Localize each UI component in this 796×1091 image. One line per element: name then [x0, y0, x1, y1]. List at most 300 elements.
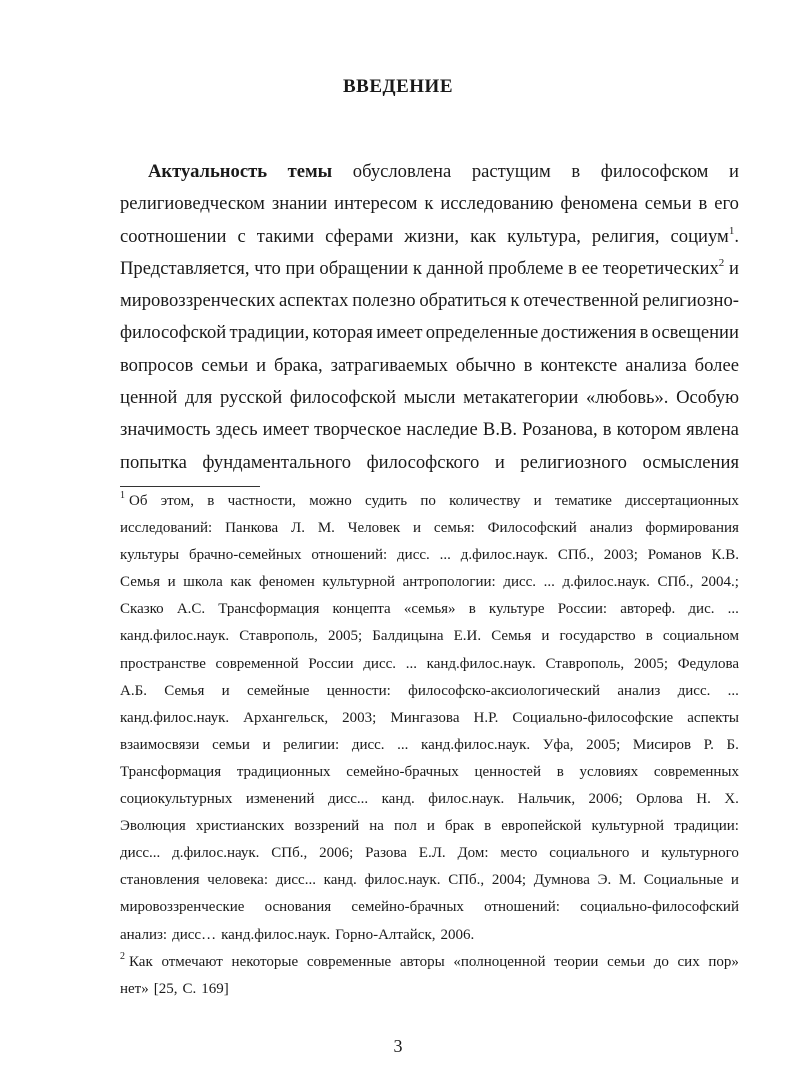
word: достижения	[541, 322, 637, 344]
page-number: 3	[393, 1036, 403, 1056]
word: традиции,	[229, 322, 310, 344]
word: для	[185, 387, 213, 409]
word: мысли	[403, 387, 456, 409]
word: этом,	[160, 493, 194, 509]
body-line	[120, 386, 739, 418]
word: с	[237, 225, 246, 247]
word: пол	[393, 818, 417, 835]
word: которая	[312, 322, 373, 344]
word: проблеме	[488, 257, 564, 279]
word: ценности:	[326, 682, 391, 699]
body-line	[120, 418, 739, 450]
word: и	[730, 872, 739, 889]
footnote-ref[interactable]: 2	[718, 256, 725, 269]
word: тематике	[554, 493, 612, 509]
word: СПб.,	[557, 547, 594, 564]
word: контексте	[540, 354, 618, 376]
word: в	[698, 193, 708, 215]
word: осмысления	[642, 451, 739, 473]
body-line	[120, 225, 739, 257]
word: изменений	[245, 791, 315, 808]
word: его	[714, 193, 739, 215]
word: канд.филос.наук.	[221, 926, 331, 943]
word: А.С.	[176, 601, 206, 618]
word: 2006;	[319, 845, 354, 862]
word: культура,	[507, 225, 581, 247]
word: можно	[309, 493, 352, 509]
word: Е.Л.	[418, 845, 446, 862]
footnote-line	[120, 788, 739, 815]
word: семейно-брачных	[351, 899, 464, 916]
word: ...	[439, 547, 451, 564]
word: до	[653, 953, 669, 970]
word: «любовь».	[585, 387, 669, 409]
word: Ставрополь,	[545, 655, 625, 672]
bold-lead-word: темы	[287, 161, 333, 182]
word: фундаментального	[202, 451, 352, 473]
word: семейные	[247, 682, 310, 699]
word: анализ:	[120, 926, 168, 943]
word: отечественной	[523, 290, 639, 312]
word: социальном	[662, 628, 739, 645]
word: Думнова	[533, 872, 590, 889]
word: 2005;	[586, 736, 621, 753]
word: сферами	[325, 225, 394, 247]
word: частности,	[227, 493, 296, 509]
word: социального	[549, 845, 630, 862]
body-line	[120, 289, 739, 321]
word: автореф.	[620, 601, 676, 618]
word: явлена	[686, 419, 739, 441]
word: в	[207, 493, 215, 509]
word: ...	[405, 655, 417, 672]
body-line	[120, 160, 739, 192]
word: Уфа,	[542, 736, 574, 753]
word: исследований:	[120, 520, 213, 537]
bold-lead-word: Актуальность	[148, 161, 268, 182]
word: Мисиров	[632, 736, 692, 753]
word: брак	[444, 818, 475, 835]
word: количеству	[449, 493, 521, 509]
word: творческое	[314, 419, 402, 441]
word: семьи	[212, 736, 250, 753]
word: антропологии:	[402, 574, 496, 591]
word: и	[412, 520, 422, 537]
word: судить	[364, 493, 408, 509]
word: Семья	[164, 682, 205, 699]
word: условиях	[579, 763, 639, 780]
footnote-separator	[120, 486, 260, 487]
word: философско-аксиологический	[408, 682, 601, 699]
word: отношений:	[311, 547, 388, 564]
word: к	[424, 193, 434, 215]
word: современных	[653, 763, 739, 780]
word: и	[494, 451, 505, 473]
word: пор»	[708, 953, 739, 970]
word: канд.филос.наук.	[426, 655, 536, 672]
word: в	[468, 601, 476, 618]
footnote-line	[120, 924, 739, 951]
word: христианских	[195, 818, 285, 835]
word: М.	[618, 872, 637, 889]
word: Ставрополь,	[239, 628, 318, 645]
word: и	[256, 354, 267, 376]
word: Р.	[703, 736, 714, 753]
word: Человек	[347, 520, 401, 537]
word: в	[602, 419, 612, 441]
footnote-marker: 2	[120, 950, 125, 962]
word: Е.И.	[453, 628, 482, 645]
word: 2005;	[633, 655, 668, 672]
word: В.В.	[482, 419, 518, 441]
word: ...	[727, 682, 739, 699]
word: социум$^1$.	[670, 224, 739, 247]
word: д.филос.наук.	[562, 574, 650, 591]
word: Дом:	[457, 845, 489, 862]
word: культурной	[322, 574, 396, 591]
word: в	[645, 628, 653, 645]
word: обусловлена	[352, 161, 452, 182]
word: культурной	[591, 818, 665, 835]
word: 2006.	[440, 926, 475, 943]
word: 2003;	[342, 709, 377, 726]
word: культурного	[661, 845, 739, 862]
word: брачно-семейных	[188, 547, 302, 564]
word: Орлова	[636, 791, 683, 808]
word: попытка	[120, 451, 187, 473]
word: определенные	[425, 322, 539, 344]
word: СПб.,	[657, 574, 694, 591]
word: формирования	[645, 520, 739, 537]
word: Федулова	[677, 655, 739, 672]
word: как	[470, 225, 497, 247]
footnote-line	[120, 598, 739, 625]
word: семейно-брачных	[346, 763, 459, 780]
word: 2005;	[327, 628, 363, 645]
word: и	[221, 682, 230, 699]
word: Романов	[647, 547, 702, 564]
word: СПб.,	[271, 845, 308, 862]
word: Н.	[696, 791, 711, 808]
word: Архангельск,	[243, 709, 329, 726]
word: традиции:	[674, 818, 739, 835]
word: семья:	[433, 520, 475, 537]
word: государство	[559, 628, 636, 645]
word: $^1$ Об	[120, 490, 148, 509]
word: жизни,	[404, 225, 459, 247]
word: по	[420, 493, 436, 509]
word: в	[568, 257, 577, 279]
footnote-line	[120, 734, 739, 761]
word: филос.наук.	[364, 872, 441, 889]
word: философском	[600, 161, 709, 182]
word: К.В.	[711, 547, 739, 564]
word: на	[369, 818, 384, 835]
word: Разова	[365, 845, 407, 862]
footnote-line	[120, 869, 739, 896]
word: ...	[727, 601, 739, 618]
word: дисс.	[397, 547, 430, 564]
word: Социальные	[643, 872, 724, 889]
word: современной	[215, 655, 299, 672]
word: имеет	[262, 419, 310, 441]
word: воззрений	[294, 818, 360, 835]
footnote-line	[120, 653, 739, 680]
word: к	[510, 290, 520, 312]
body-line	[120, 192, 739, 224]
word: обычно	[455, 354, 516, 376]
footnote-ref[interactable]: 1	[728, 224, 735, 237]
word: Нальчик,	[517, 791, 576, 808]
word: филос.наук.	[428, 791, 505, 808]
word: теории	[554, 953, 599, 970]
word: аспекты	[687, 709, 739, 726]
word: мировоззренческих	[120, 290, 276, 312]
word: интересом	[334, 193, 418, 215]
body-line	[120, 354, 739, 386]
footnotes	[120, 490, 739, 1005]
word: котором	[616, 419, 681, 441]
word: к	[412, 257, 422, 279]
word: наследие	[406, 419, 478, 441]
word: Л.	[291, 520, 305, 537]
word: и	[729, 161, 739, 182]
word: анализ	[589, 520, 633, 537]
word: как	[230, 574, 252, 591]
word: ценной	[120, 387, 178, 409]
word: дисс.	[677, 682, 711, 699]
word: основания	[264, 899, 332, 916]
word: дисс.	[351, 736, 385, 753]
word: канд.	[323, 872, 357, 889]
word: религиозного	[520, 451, 627, 473]
footnote-line	[120, 544, 739, 571]
word: русской	[219, 387, 283, 409]
body-paragraph	[120, 160, 739, 483]
footnote-line	[120, 761, 739, 788]
word: Б.	[726, 736, 739, 753]
footnote-line	[120, 951, 739, 978]
word: в	[556, 763, 564, 780]
section-title: ВВЕДЕНИЕ	[343, 76, 453, 97]
word: и	[426, 818, 435, 835]
word: России	[308, 655, 354, 672]
word: 169]	[201, 980, 229, 997]
word: д.филос.наук.	[172, 845, 260, 862]
word: место	[500, 845, 538, 862]
word: Сказко	[120, 601, 164, 618]
word: концепта	[332, 601, 391, 618]
word: Мингазова	[390, 709, 460, 726]
word: что	[254, 257, 281, 279]
word: религии:	[283, 736, 340, 753]
word: теоретических$^2$	[602, 256, 725, 279]
word: канд.филос.наук.	[120, 709, 230, 726]
footnote-line	[120, 896, 739, 923]
word: взаимосвязи	[120, 736, 200, 753]
word: социально-философский	[580, 899, 739, 916]
word: Балдицына	[372, 628, 444, 645]
word: ...	[543, 574, 555, 591]
word: и	[262, 736, 271, 753]
word: дисс...	[120, 845, 161, 862]
word: обращении	[319, 257, 409, 279]
word: здесь	[215, 419, 258, 441]
word: мировоззренческие	[120, 899, 245, 916]
word: дисс.	[363, 655, 397, 672]
word: Трансформация	[218, 601, 320, 618]
word: анализа	[625, 354, 687, 376]
footnote-line	[120, 680, 739, 707]
word: нет»	[120, 980, 149, 997]
word: более	[694, 354, 739, 376]
word: Семья	[120, 574, 161, 591]
word: освещении	[651, 322, 739, 344]
word: в	[639, 322, 649, 344]
word: обратиться	[419, 290, 507, 312]
word: социокультурных	[120, 791, 233, 808]
word: полезно	[352, 290, 416, 312]
word: философской	[120, 322, 227, 344]
footnote-line	[120, 571, 739, 598]
word: ее	[581, 257, 599, 279]
word: канд.филос.наук.	[421, 736, 531, 753]
word: философского	[366, 451, 480, 473]
word: канд.	[381, 791, 415, 808]
body-line	[120, 321, 739, 353]
footnote-line	[120, 517, 739, 544]
word: аспектах	[279, 290, 349, 312]
word: некоторые	[231, 953, 299, 970]
word: традиционных	[236, 763, 331, 780]
word: феномен	[259, 574, 315, 591]
word: растущим	[471, 161, 551, 182]
word: европейской	[501, 818, 582, 835]
word: Представляется,	[120, 257, 250, 279]
footnote-line	[120, 842, 739, 869]
word: вопросов	[120, 354, 194, 376]
word: сих	[677, 953, 700, 970]
word: в	[571, 161, 581, 182]
word: С.	[182, 980, 197, 997]
footnote-line	[120, 490, 739, 517]
word: знании	[271, 193, 328, 215]
body-line	[120, 257, 739, 289]
word: Э.	[597, 872, 612, 889]
footnote-line	[120, 625, 739, 652]
word: канд.филос.наук.	[120, 628, 230, 645]
word: соотношении	[120, 225, 227, 247]
word: Горно-Алтайск,	[335, 926, 436, 943]
word: Философский	[487, 520, 577, 537]
word: семьи	[201, 354, 249, 376]
word: семьи	[607, 953, 645, 970]
word: [25,	[153, 980, 178, 997]
word: А.Б.	[120, 682, 147, 699]
word: в	[484, 818, 492, 835]
word: дисс…	[172, 926, 217, 943]
word: философской	[289, 387, 397, 409]
word: феномена	[560, 193, 638, 215]
word: имеет	[376, 322, 423, 344]
word: дисс.	[503, 574, 537, 591]
word: $^2$ Как	[120, 950, 153, 970]
word: отмечают	[161, 953, 223, 970]
word: семьи	[644, 193, 692, 215]
word: религиоведческом	[120, 193, 265, 215]
word: при	[285, 257, 315, 279]
word: данной	[426, 257, 484, 279]
word: пространстве	[120, 655, 206, 672]
word: анализ	[617, 682, 661, 699]
word: человека:	[207, 872, 269, 889]
word: отношений:	[484, 899, 560, 916]
word: Розанова,	[522, 419, 598, 441]
word: М.	[317, 520, 335, 537]
word: и	[729, 257, 739, 279]
word: Особую	[676, 387, 739, 409]
word: культуре	[488, 601, 545, 618]
word: ценностей	[474, 763, 541, 780]
footnote-line	[120, 707, 739, 734]
word: 2004.;	[701, 574, 739, 591]
word: дисс...	[327, 791, 369, 808]
word: Эволюция	[120, 818, 186, 835]
word: «семья»	[403, 601, 456, 618]
word: Трансформация	[120, 763, 222, 780]
word: Социально-философские	[512, 709, 674, 726]
word: Панкова	[225, 520, 279, 537]
word: «полноценной	[453, 953, 546, 970]
word: в	[523, 354, 533, 376]
word: культуры	[120, 547, 180, 564]
word: такими	[256, 225, 315, 247]
word: дисс...	[275, 872, 316, 889]
word: и	[167, 574, 176, 591]
word: д.филос.наук.	[460, 547, 549, 564]
word: затрагиваемых	[330, 354, 448, 376]
word: дис.	[688, 601, 715, 618]
word: метакатегории	[463, 387, 579, 409]
word: авторы	[399, 953, 445, 970]
footnote-line	[120, 815, 739, 842]
word: Н.Р.	[473, 709, 499, 726]
body-line	[120, 451, 739, 483]
word: значимость	[120, 419, 211, 441]
word: и	[533, 493, 542, 509]
word: становления	[120, 872, 200, 889]
word: СПб.,	[448, 872, 485, 889]
word: брака,	[274, 354, 323, 376]
word: и	[541, 628, 550, 645]
word: и	[641, 845, 650, 862]
word: Х.	[724, 791, 739, 808]
word: религиозно-	[642, 290, 739, 312]
word: Семья	[491, 628, 532, 645]
word: диссертационных	[625, 493, 739, 509]
word: 2006;	[588, 791, 623, 808]
word: школа	[183, 574, 223, 591]
word: религия,	[591, 225, 660, 247]
footnote-marker: 1	[120, 490, 125, 501]
word: современные	[306, 953, 392, 970]
footnote-line	[120, 978, 739, 1005]
word: 2003;	[603, 547, 638, 564]
word: 2004;	[491, 872, 527, 889]
word: ...	[397, 736, 409, 753]
word: России:	[557, 601, 608, 618]
word: исследованию	[440, 193, 554, 215]
